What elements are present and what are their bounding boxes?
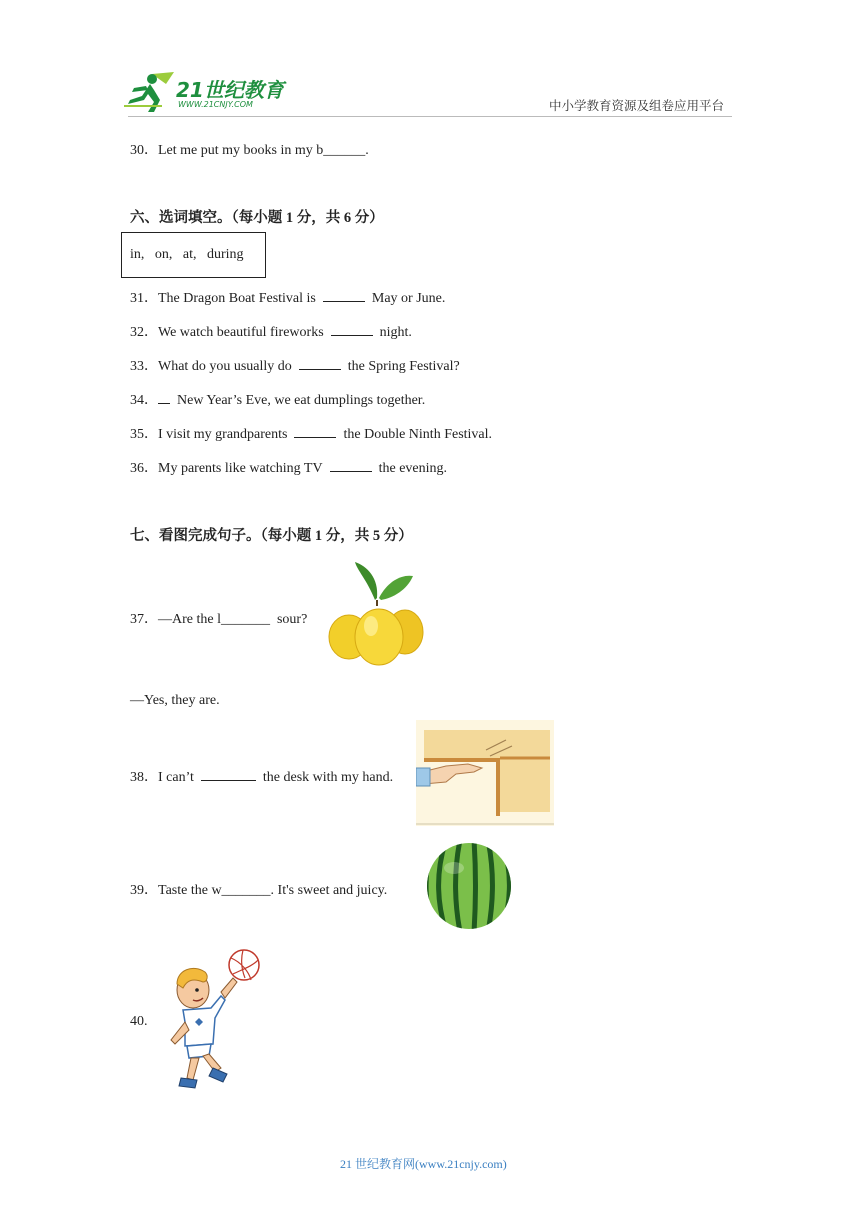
question-37-answer: —Yes, they are.	[130, 693, 220, 708]
logo-text: 21世纪教育	[176, 78, 284, 102]
answer-blank[interactable]	[299, 357, 341, 370]
answer-blank[interactable]	[201, 768, 256, 781]
header-logo	[122, 70, 292, 114]
header-rule	[128, 116, 732, 117]
hand-desk-icon	[416, 720, 554, 826]
watermelon-icon	[424, 840, 514, 932]
question-37: 37．—Are the l_______ sour?	[130, 612, 308, 627]
lemon-icon	[327, 560, 427, 670]
question-number: 30．	[130, 143, 158, 158]
logo-url: WWW.21CNJY.COM	[178, 100, 253, 109]
question-30	[130, 139, 369, 159]
word-box-text: in, on, at, during	[130, 247, 244, 262]
question-38: 38．I can’t the desk with my hand.	[130, 770, 394, 785]
section-7-title: 七、看图完成句子。（每小题 1 分，共 5 分）	[130, 528, 413, 544]
volleyball-boy-icon	[163, 948, 263, 1096]
word-box	[121, 232, 266, 278]
question-31: 31．The Dragon Boat Festival is May or June.	[130, 291, 446, 306]
answer-blank[interactable]	[331, 323, 373, 336]
header-title: 中小学教育资源及组卷应用平台	[549, 99, 725, 113]
footer-text: 21 世纪教育网(www.21cnjy.com)	[340, 1157, 507, 1171]
answer-blank[interactable]	[158, 391, 170, 404]
question-36: 36．My parents like watching TV the evening.	[130, 461, 448, 476]
question-text: Let me put my books in my b______.	[158, 143, 369, 158]
section-6-title: 六、选词填空。（每小题 1 分，共 6 分）	[130, 210, 384, 226]
question-35: 35．I visit my grandparents the Double Ninth Festival.	[130, 427, 493, 442]
question-34: 34． New Year’s Eve, we eat dumplings together.	[130, 393, 426, 408]
answer-blank[interactable]	[323, 289, 365, 302]
answer-blank[interactable]	[330, 459, 372, 472]
answer-blank[interactable]	[294, 425, 336, 438]
question-32: 32．We watch beautiful fireworks night.	[130, 325, 412, 340]
question-33: 33．What do you usually do the Spring Festival?	[130, 359, 460, 374]
question-40: 40.	[130, 1014, 148, 1029]
runner-logo-icon	[122, 70, 180, 114]
question-39: 39．Taste the w_______. It's sweet and juicy.	[130, 883, 388, 898]
